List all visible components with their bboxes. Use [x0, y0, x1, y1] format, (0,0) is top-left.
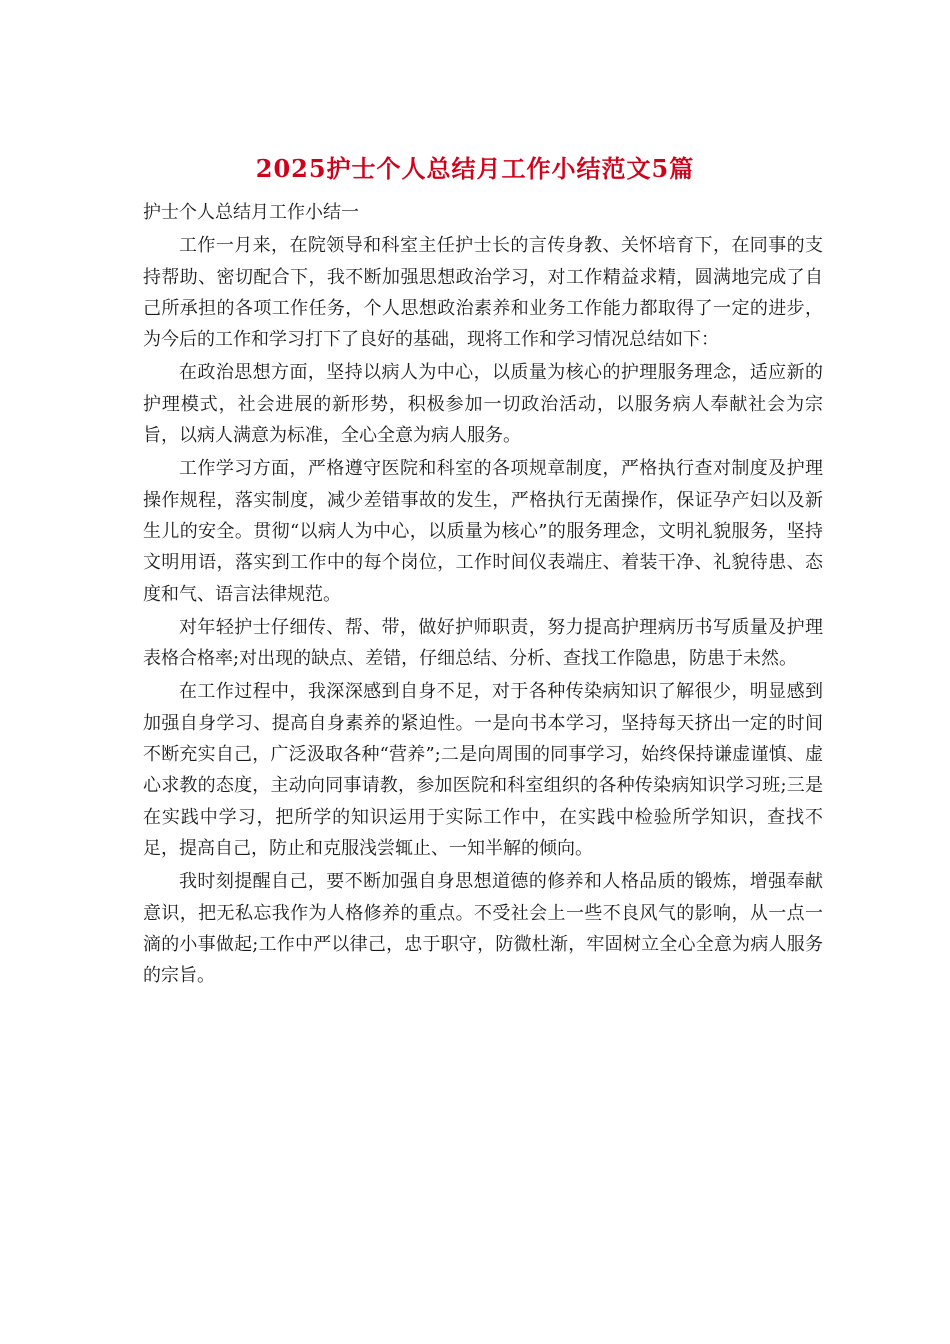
paragraph-work-study: 工作学习方面，严格遵守医院和科室的各项规章制度，严格执行查对制度及护理操作规程，落实制度，减少差错事故的发生，严格执行无菌操作，保证孕产妇以及新生儿的安全。贯彻“以病人为中心，以质量为核心”的服务理念，文明礼貌服务，坚持文明用语，落实到工作中的每个岗位，工作时间仪表端庄、着装干净、礼貌待患、态度和气、语言法律规范。	[143, 458, 823, 605]
section-subtitle: 护士个人总结月工作小结一	[143, 202, 359, 223]
paragraph-intro: 工作一月来，在院领导和科室主任护士长的言传身教、关怀培育下，在同事的支持帮助、密切配合下，我不断加强思想政治学习，对工作精益求精，圆满地完成了自己所承担的各项工作任务，个人思想政治素养和业务工作能力都取得了一定的进步，为今后的工作和学习打下了良好的基础，现将工作和学习情况总结如下：	[143, 235, 823, 351]
document-title: 2025护士个人总结月工作小结范文5篇	[255, 154, 695, 183]
paragraph-ethics: 我时刻提醒自己，要不断加强自身思想道德的修养和人格品质的锻炼，增强奉献意识，把无私忘我作为人格修养的重点。不受社会上一些不良风气的影响，从一点一滴的小事做起;工作中严以律己，忠于职守，防微杜渐，牢固树立全心全意为病人服务的宗旨。	[143, 871, 823, 987]
paragraph-self-learning: 在工作过程中，我深深感到自身不足，对于各种传染病知识了解很少，明显感到加强自身学习、提高自身素养的紧迫性。一是向书本学习，坚持每天挤出一定的时间不断充实自己，广泛汲取各种“营养”;二是向周围的同事学习，始终保持谦虚谨慎、虚心求教的态度，主动向同事请教，参加医院和科室组织的各种传染病知识学习班;三是在实践中学习，把所学的知识运用于实际工作中，在实践中检验所学知识，查找不足，提高自己，防止和克服浅尝辄止、一知半解的倾向。	[143, 681, 823, 859]
document-body	[143, 197, 823, 991]
paragraph-mentoring: 对年轻护士仔细传、帮、带，做好护师职责，努力提高护理病历书写质量及护理表格合格率;对出现的缺点、差错，仔细总结、分析、查找工作隐患，防患于未然。	[143, 616, 823, 670]
paragraph-political: 在政治思想方面，坚持以病人为中心，以质量为核心的护理服务理念，适应新的护理模式，社会进展的新形势，积极参加一切政治活动，以服务病人奉献社会为宗旨，以病人满意为标准，全心全意为病人服务。	[143, 362, 823, 447]
